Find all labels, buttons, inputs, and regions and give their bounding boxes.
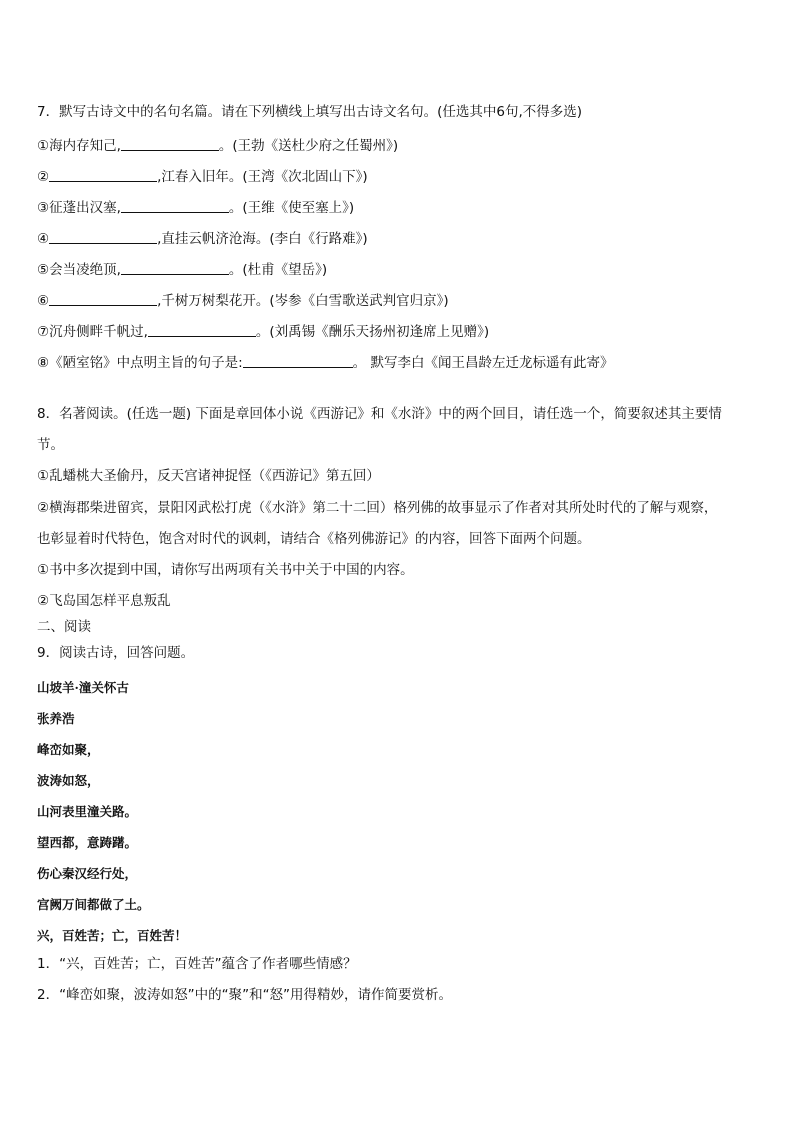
q7-item-1-pre: ①海内存知己, (37, 138, 121, 154)
q7-item-8 (37, 355, 613, 371)
q7-item-2-post: ,江春入旧年。(王湾《次北固山下》) (157, 169, 368, 185)
answer-blank[interactable] (121, 262, 229, 275)
q9-subquestion-1: 1．“兴，百姓苦；亡，百姓苦”蕴含了作者哪些情感？ (37, 956, 357, 972)
q7-item-2-pre: ② (37, 169, 50, 185)
q7-item-3-post: 。(王维《使至塞上》) (228, 200, 355, 216)
q7-item-6-post: ,千树万树梨花开。(岑参《白雪歌送武判官归京》) (157, 293, 449, 309)
q7-item-1 (37, 138, 398, 154)
q9-title: 9．阅读古诗，回答问题。 (37, 645, 195, 661)
q8-line-7: ②飞岛国怎样平息叛乱 (37, 593, 171, 609)
answer-blank[interactable] (49, 231, 157, 244)
poem-line: 山河表里潼关路。 (37, 804, 138, 819)
answer-blank[interactable] (243, 355, 353, 368)
q7-item-5-pre: ⑤会当凌绝顶, (37, 262, 121, 278)
q7-item-7-post: 。(刘禹锡《酬乐天扬州初逢席上见赠》) (255, 324, 490, 340)
poem-author: 张养浩 (37, 711, 75, 726)
q7-item-5 (37, 262, 327, 278)
answer-blank[interactable] (121, 200, 229, 213)
q7-item-6-pre: ⑥ (37, 293, 50, 309)
q8-line-2: 节。 (37, 437, 64, 453)
answer-blank[interactable] (148, 324, 256, 337)
poem-line: 兴，百姓苦；亡，百姓苦！ (37, 928, 188, 943)
q7-item-3-pre: ③征蓬出汉塞, (37, 200, 121, 216)
q8-line-6: ①书中多次提到中国，请你写出两项有关书中关于中国的内容。 (37, 562, 414, 578)
poem-line: 宫阙万间都做了土。 (37, 897, 150, 912)
poem-line: 望西都，意踌躇。 (37, 835, 138, 850)
answer-blank[interactable] (121, 138, 219, 151)
q7-item-2 (37, 169, 368, 185)
q8-line-4: ②横海郡柴进留宾，景阳冈武松打虎（《水浒》第二十二回）格列佛的故事显示了作者对其所处时代的了解与观察， (37, 500, 718, 516)
q7-item-4-pre: ④ (37, 231, 50, 247)
answer-blank[interactable] (49, 293, 157, 306)
poem-line: 伤心秦汉经行处， (37, 866, 138, 881)
poem-title: 山坡羊·潼关怀古 (37, 680, 129, 695)
section-heading: 二、阅读 (37, 619, 91, 635)
q7-item-7-pre: ⑦沉舟侧畔千帆过, (37, 324, 148, 340)
poem-line: 波涛如怒， (37, 773, 100, 788)
poem-line: 峰峦如聚， (37, 742, 100, 757)
q7-item-4 (37, 231, 368, 247)
q7-item-1-post: 。(王勃《送杜少府之任蜀州》) (218, 138, 399, 154)
q8-line-3: ①乱蟠桃大圣偷丹，反天宫诸神捉怪（《西游记》第五回） (37, 468, 380, 484)
q9-subquestion-2: 2．“峰峦如聚，波涛如怒”中的“聚”和“怒”用得精妙，请作简要赏析。 (37, 987, 453, 1003)
q7-item-3 (37, 200, 354, 216)
q8-line-1: 8．名著阅读。(任选一题) 下面是章回体小说《西游记》和《水浒》中的两个回目，请任选一个，简要叙述其主要情 (37, 406, 722, 422)
answer-blank[interactable] (49, 169, 157, 182)
q7-item-8-post: 。 默写李白《闻王昌龄左迁龙标遥有此寄》 (352, 355, 614, 371)
q8-line-5: 也彰显着时代特色，饱含对时代的讽刺，请结合《格列佛游记》的内容，回答下面两个问题。 (37, 531, 591, 547)
q7-item-7 (37, 324, 489, 340)
q7-item-8-pre: ⑧《陋室铭》中点明主旨的句子是: (37, 355, 243, 371)
q7-item-5-post: 。(杜甫《望岳》) (228, 262, 328, 278)
question-7-title: 7．默写古诗文中的名句名篇。请在下列横线上填写出古诗文名句。(任选其中6句,不得多选) (37, 104, 583, 120)
q7-item-6 (37, 293, 449, 309)
q7-item-4-post: ,直挂云帆济沧海。(李白《行路难》) (157, 231, 368, 247)
